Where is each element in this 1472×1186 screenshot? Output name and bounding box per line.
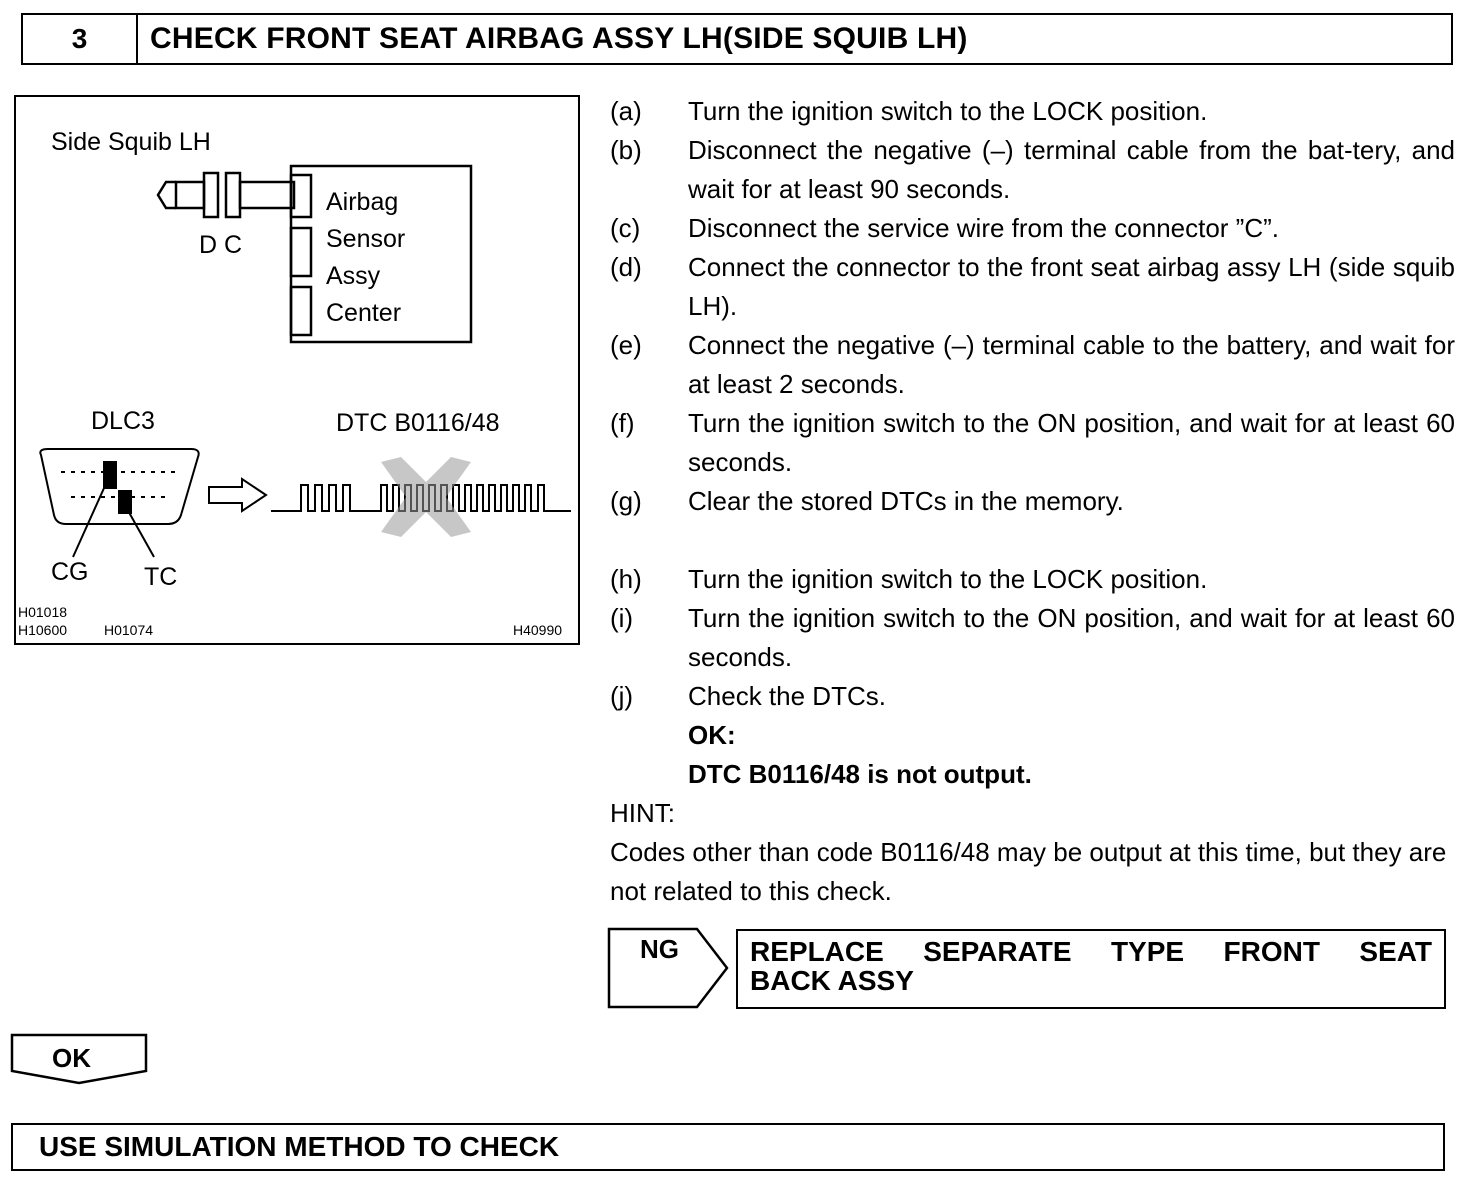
step-gap [610, 521, 1455, 560]
step-letter: (b) [610, 135, 642, 165]
ng-word: FRONT [1223, 936, 1320, 967]
tc-terminal [118, 490, 132, 514]
cross-out-mark [381, 457, 471, 537]
step-text: Turn the ignition switch to the LOCK position. [688, 96, 1208, 126]
ecu-line-3: Assy [326, 262, 381, 290]
wiring-figure [14, 95, 580, 645]
step-letter: (g) [610, 486, 642, 516]
procedure-step [610, 92, 1455, 131]
connector-label: D C [199, 231, 243, 259]
step-letter: (a) [610, 96, 642, 126]
procedure-step [610, 209, 1455, 248]
step-text: Connect the negative (–) terminal cable to the battery, and wait for at least 2 seconds. [688, 330, 1455, 399]
right-arrow-icon [209, 479, 266, 511]
step-letter: (f) [610, 408, 635, 438]
step-text: Disconnect the service wire from the connector ”C”. [688, 213, 1279, 243]
step-text: Turn the ignition switch to the LOCK position. [688, 564, 1208, 594]
step-letter: (h) [610, 564, 642, 594]
figure-code-1: H01018 [18, 604, 68, 620]
ng-action-box [736, 929, 1446, 1009]
step-letter: (i) [610, 603, 634, 633]
ok-result-text: DTC B0116/48 is not output. [688, 759, 1032, 789]
dtc-label: DTC B0116/48 [336, 409, 500, 437]
ok-label: OK [52, 1043, 91, 1073]
ok-result-label: OK: [688, 720, 736, 750]
hint-label: HINT: [610, 798, 675, 828]
step-letter: (e) [610, 330, 642, 360]
ng-action-line-2: BACK ASSY [750, 965, 914, 996]
dlc3-label: DLC3 [91, 407, 155, 435]
figure-code-4: H40990 [513, 622, 563, 638]
ng-label: NG [640, 934, 679, 964]
procedure-step [610, 248, 1455, 326]
step-text: Check the DTCs. [688, 681, 886, 711]
procedure-step [610, 599, 1455, 677]
figure-code-3: H01074 [104, 622, 154, 638]
final-action-box [11, 1123, 1445, 1171]
procedure-step [610, 404, 1455, 482]
ng-action-line-1 [750, 937, 1432, 966]
step-text: Turn the ignition switch to the ON position, and wait for at least 60 seconds. [688, 603, 1455, 672]
ecu-line-1: Airbag [326, 188, 399, 216]
step-text: Connect the connector to the front seat airbag assy LH (side squib LH). [688, 252, 1455, 321]
procedure-steps [610, 92, 1455, 911]
step-title: CHECK FRONT SEAT AIRBAG ASSY LH(SIDE SQUIB LH) [150, 22, 968, 55]
step-letter: (d) [610, 252, 642, 282]
procedure-step [610, 482, 1455, 521]
step-text: Clear the stored DTCs in the memory. [688, 486, 1124, 516]
cg-label: CG [51, 558, 89, 586]
side-squib-label: Side Squib LH [51, 128, 211, 156]
procedure-step [610, 560, 1455, 599]
ng-word: TYPE [1110, 936, 1185, 967]
ng-word: SEPARATE [923, 936, 1072, 967]
procedure-step [610, 677, 1455, 716]
ng-word: REPLACE [750, 936, 884, 967]
step-letter: (j) [610, 681, 634, 711]
procedure-step [610, 326, 1455, 404]
step-text: Turn the ignition switch to the ON position, and wait for at least 60 seconds. [688, 408, 1455, 477]
ng-word: SEAT [1359, 936, 1432, 967]
final-action-text: USE SIMULATION METHOD TO CHECK [39, 1131, 560, 1162]
step-header [21, 13, 1453, 65]
procedure-step [610, 131, 1455, 209]
wiring-diagram [16, 97, 582, 647]
step-text: Disconnect the negative (–) terminal cable from the bat-tery, and wait for at least 90 seconds. [688, 135, 1455, 204]
figure-code-2: H10600 [18, 622, 68, 638]
tc-label: TC [144, 563, 178, 591]
ecu-line-4: Center [326, 299, 402, 327]
step-number: 3 [23, 15, 138, 63]
hint-text: Codes other than code B0116/48 may be output at this time, but they are not related to this check. [610, 837, 1447, 906]
ecu-line-2: Sensor [326, 225, 406, 253]
squib-connector [158, 173, 294, 217]
step-letter: (c) [610, 213, 641, 243]
